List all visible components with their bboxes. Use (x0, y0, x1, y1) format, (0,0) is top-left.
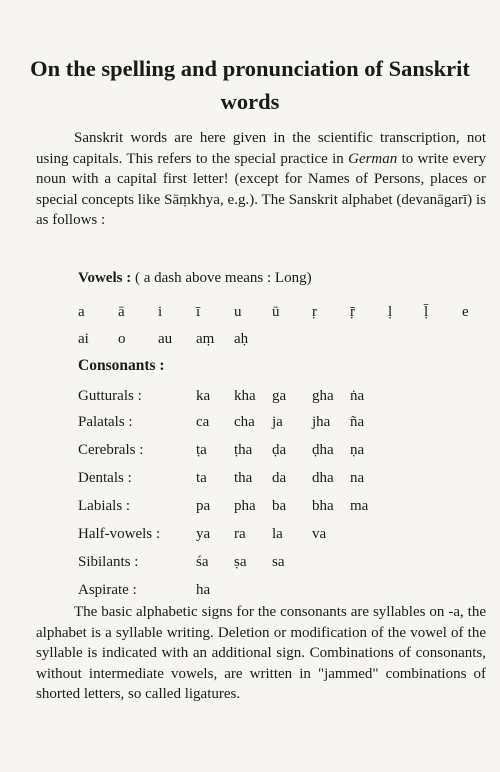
consonant: ṣa (234, 554, 247, 570)
vowel: aṃ (196, 331, 215, 347)
vowels-note: ( a dash above means : Long) (131, 270, 312, 286)
vowel: e (462, 304, 469, 320)
vowel: a (78, 304, 85, 320)
consonant: gha (312, 388, 334, 404)
consonant: va (312, 526, 327, 542)
page-title: On the spelling and pronunciation of Sanskrit words (30, 56, 470, 114)
consonant-class-label: Gutturals : (78, 388, 142, 404)
consonant: pa (196, 498, 211, 514)
consonant: ka (196, 388, 211, 404)
vowel: ī (196, 304, 201, 320)
intro-text-1: Sanskrit words are here given in the scientific transcription, not using capitals. This refers to the special practice in (36, 130, 486, 167)
consonant: ya (196, 526, 211, 542)
consonant-row-palatals (0, 414, 500, 434)
consonant: ca (196, 414, 210, 430)
consonant-row-half-vowels (0, 526, 500, 546)
consonants-heading: Consonants : (78, 357, 165, 374)
consonant: jha (312, 414, 331, 430)
consonant: ḍa (272, 442, 287, 458)
consonant-class-label: Dentals : (78, 470, 132, 486)
intro-emphasis: German (348, 150, 398, 167)
consonant-class-label: Labials : (78, 498, 131, 514)
vowel: ḷ (388, 304, 393, 320)
consonant: sa (272, 554, 285, 570)
vowel: ā (118, 304, 125, 320)
consonant-class-label: Aspirate : (78, 582, 137, 598)
consonant: bha (312, 498, 334, 514)
vowel: i (158, 304, 163, 320)
consonant: la (272, 526, 283, 542)
consonant: cha (234, 414, 255, 430)
closing-text: The basic alphabetic signs for the consonants are syllables on -a, the alphabet is a syllable writing. Deletion or modification of the vowel of the syllable is indicated with an additional sign. Combinations of consonants, without intermediate vowels, are written in "jammed" combinations of shorted letters, so called ligatures. (36, 604, 486, 702)
vowel: aḥ (234, 331, 249, 347)
vowel: au (158, 331, 173, 347)
consonant: pha (234, 498, 256, 514)
consonant: ja (272, 414, 283, 430)
consonant: ta (196, 470, 207, 486)
consonant-row-dentals (0, 470, 500, 490)
consonant: dha (312, 470, 334, 486)
consonant-class-label: Palatals : (78, 414, 133, 430)
consonant-row-labials (0, 498, 500, 518)
vowel: ū (272, 304, 280, 320)
consonant: ṭa (196, 442, 207, 458)
vowel: ai (78, 331, 89, 347)
consonant: kha (234, 388, 256, 404)
intro-paragraph (36, 128, 486, 231)
consonant: ha (196, 582, 211, 598)
consonant: na (350, 470, 365, 486)
vowels-heading (78, 270, 312, 287)
consonant: ṅa (350, 388, 365, 404)
consonant: ba (272, 498, 287, 514)
consonant: ma (350, 498, 369, 514)
closing-paragraph (36, 602, 486, 705)
consonant: ṇa (350, 442, 365, 458)
vowel: ṛ (312, 304, 317, 320)
consonant-row-gutturals (0, 388, 500, 408)
consonant: ra (234, 526, 246, 542)
vowel: ḹ (424, 304, 429, 320)
vowel: ṝ (350, 304, 355, 320)
consonant: da (272, 470, 287, 486)
consonant-class-label: Sibilants : (78, 554, 139, 570)
consonant: ña (350, 414, 365, 430)
consonant-row-cerebrals (0, 442, 500, 462)
consonant: tha (234, 470, 253, 486)
consonant-row-aspirate (0, 582, 500, 602)
consonant-row-sibilants (0, 554, 500, 574)
consonant-class-label: Half-vowels : (78, 526, 161, 542)
consonant: ṭha (234, 442, 253, 458)
vowels-label: Vowels : (78, 270, 132, 286)
consonant: ḍha (312, 442, 334, 458)
consonant: ga (272, 388, 287, 404)
vowel: o (118, 331, 126, 347)
consonant: śa (196, 554, 209, 570)
consonant-class-label: Cerebrals : (78, 442, 144, 458)
vowel: u (234, 304, 242, 320)
intro-text-2: to write every noun with a capital first letter! (except for Names of Persons, places or special concepts like Sāṃkhya, e.g.). The Sanskrit alphabet (devanāgarī) is as follows : (36, 150, 486, 228)
